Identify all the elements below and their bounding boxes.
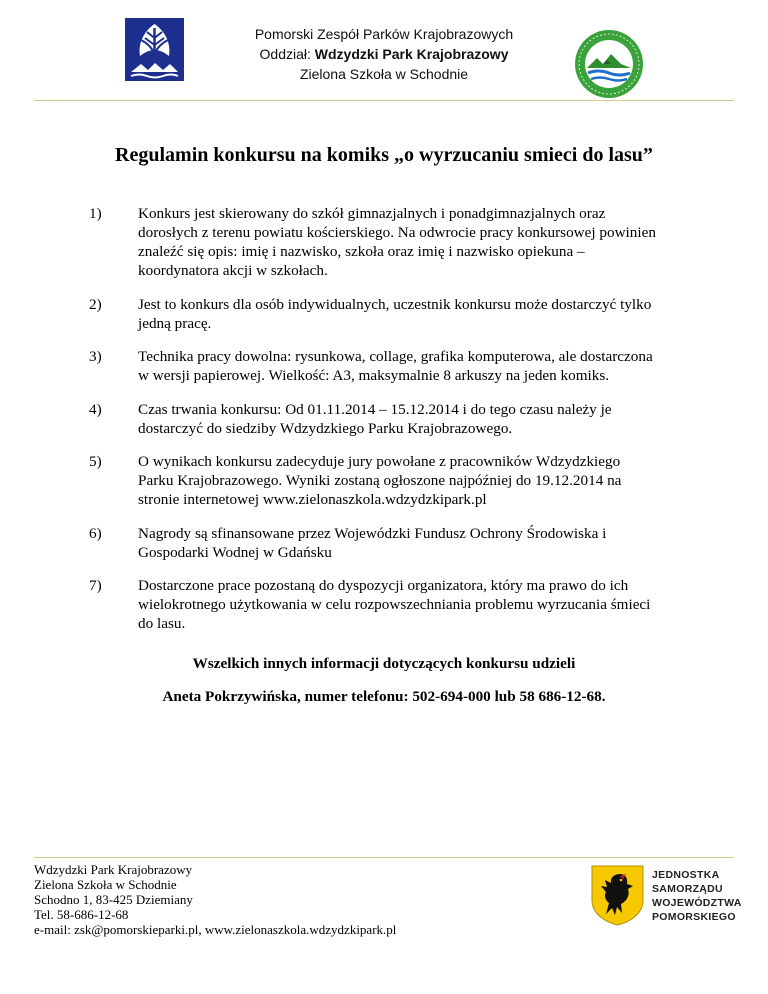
rules-list <box>89 204 659 648</box>
rule-item <box>89 400 659 438</box>
footer-address-line: Schodno 1, 83-425 Dziemiany <box>34 892 193 907</box>
rule-text: Dostarczone prace pozostaną do dyspozycji organizatora, który ma prawo do ich wielokrotnego użytkowania w celu rozpowszechniania problemu wyrzucania śmieci do lasu. <box>138 577 651 632</box>
header-divider <box>34 100 734 101</box>
org-branch <box>0 44 768 64</box>
footer-address-line: Wdzydzki Park Krajobrazowy <box>34 862 193 877</box>
org-unit: Zielona Szkoła w Schodnie <box>299 66 469 82</box>
jst-label-line: SAMORZĄDU <box>652 883 723 895</box>
rule-item <box>89 347 659 385</box>
contact-intro: Wszelkich innych informacji dotyczących konkursu udzieli <box>192 655 576 672</box>
rule-text: Konkurs jest skierowany do szkół gimnazjalnych i ponadgimnazjalnych oraz dorosłych z terenu powiatu kościerskiego. Na odwrocie pracy konkursowej powinien znaleźć się opis: imię i nazwisko, szkoła oraz imię i nazwisko opiekuna – koordynatora akcji w szkołach. <box>138 205 656 279</box>
rule-text: Czas trwania konkursu: Od 01.11.2014 – 15.12.2014 i do tego czasu należy je dostarczyć do siedziby Wdzydzkiego Parku Krajobrazowego. <box>138 400 612 437</box>
document-title: Regulamin konkursu na komiks „o wyrzucaniu smieci do lasu” <box>115 144 653 166</box>
jst-label <box>652 868 742 924</box>
rule-text: O wynikach konkursu zadecyduje jury powołane z pracowników Wdzydzkiego Parku Krajobrazowego. Wyniki zostaną ogłoszone najpóźniej do 19.12.2014 na stronie internetowej www.zielonaszkola.wdzydzkipark.pl <box>138 453 622 508</box>
rule-number: 4) <box>89 400 102 418</box>
rule-number: 5) <box>89 453 102 470</box>
jst-label-line: JEDNOSTKA <box>652 869 720 881</box>
org-branch-prefix: Oddział: <box>259 46 311 62</box>
rule-text: Jest to konkurs dla osób indywidualnych, uczestnik konkursu może dostarczyć tylko jedną pracę. <box>138 295 652 332</box>
rule-text: Technika pracy dowolna: rysunkowa, collage, grafika komputerowa, ale dostarczona w wersji papierowej. Wielkość: A3, maksymalnie 8 arkuszy na jeden komiks. <box>138 348 653 384</box>
contact-person: Aneta Pokrzywińska, numer telefonu: 502-694-000 lub 58 686-12-68. <box>162 688 606 705</box>
footer-address-line: Zielona Szkoła w Schodnie <box>34 877 177 892</box>
rule-item <box>89 524 659 562</box>
footer-address <box>34 862 396 937</box>
org-branch-name: Wdzydzki Park Krajobrazowy <box>314 46 509 62</box>
footer-divider <box>34 857 734 858</box>
rule-item <box>89 204 659 280</box>
footer-phone: Tel. 58-686-12-68 <box>34 907 129 922</box>
jst-label-line: POMORSKIEGO <box>652 911 736 923</box>
rule-text: Nagrody są sfinansowane przez Wojewódzki Fundusz Ochrony Środowiska i Gospodarki Wodnej w Gdańsku <box>138 524 607 561</box>
rule-number: 2) <box>89 295 102 313</box>
footer-email-web: e-mail: zsk@pomorskieparki.pl, www.zielonaszkola.wdzydzkipark.pl <box>34 922 397 937</box>
rule-item <box>89 576 659 633</box>
pomeranian-griffin-crest-icon <box>590 864 645 926</box>
rule-number: 7) <box>89 577 102 594</box>
round-park-seal-icon <box>573 28 645 100</box>
jst-label-line: WOJEWÓDZTWA <box>652 897 742 909</box>
org-name: Pomorski Zespół Parków Krajobrazowych <box>254 26 514 42</box>
rule-number: 1) <box>89 205 102 222</box>
rule-item <box>89 452 659 509</box>
organization-header <box>0 24 768 84</box>
rule-number: 3) <box>89 348 102 365</box>
rule-item <box>89 295 659 333</box>
rule-number: 6) <box>89 524 102 542</box>
